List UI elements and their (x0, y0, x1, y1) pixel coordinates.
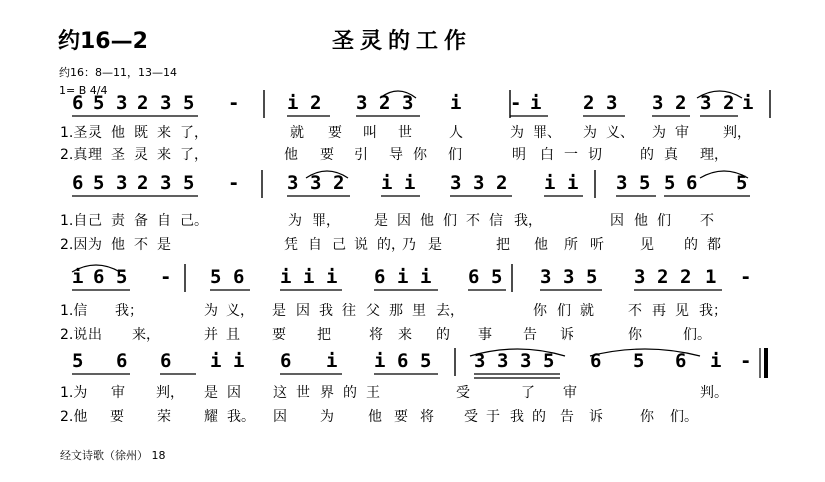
lyric-verse-1: 不 (628, 303, 642, 319)
note: - (228, 92, 240, 114)
note: 5 (93, 172, 105, 194)
slur (590, 349, 700, 356)
lyric-verse-1: 父 (366, 303, 380, 319)
note: i (544, 172, 556, 194)
lyric-verse-2: 把 (317, 327, 331, 343)
lyric-verse-2: 我 (510, 409, 524, 425)
lyric-verse-2: 要 (320, 147, 334, 163)
note: 6 (116, 350, 128, 372)
final-barline (764, 348, 768, 378)
note: 3 (402, 92, 414, 114)
lyric-verse-1: 世 (398, 125, 412, 141)
lyric-verse-2: 荣 (157, 409, 171, 425)
lyric-verse-2: 事 (478, 327, 492, 343)
lyric-verse-2: 引 (354, 147, 368, 163)
lyric-verse-2: 告 (523, 327, 537, 343)
lyric-verse-1: 这 (273, 385, 287, 401)
note: - (160, 266, 172, 288)
lyric-verse-2: 来 (398, 327, 412, 343)
lyric-verse-1: 为 (652, 125, 666, 141)
note: i (397, 266, 409, 288)
lyric-verse-2: 诉 (589, 409, 603, 425)
lyric-verse-1: 为 (288, 213, 302, 229)
lyric-verse-2: 自 (308, 237, 322, 253)
lyric-verse-2: 诉 (560, 327, 574, 343)
lyric-verse-1: 就 (290, 125, 304, 141)
lyric-verse-2: 的 (532, 409, 546, 425)
note: 2 (657, 266, 669, 288)
lyric-verse-1: 因 (397, 213, 411, 229)
lyric-verse-2: 不 (134, 237, 148, 253)
lyric-verse-2: 他 (368, 409, 382, 425)
note: 3 (116, 172, 128, 194)
lyric-verse-2: 的 (684, 237, 698, 253)
note: 6 (397, 350, 409, 372)
note: 3 (160, 92, 172, 114)
lyric-verse-1: 罪、 (533, 125, 561, 141)
lyric-verse-2: 的， (377, 237, 405, 253)
note: 3 (700, 92, 712, 114)
lyric-verse-1: 要 (328, 125, 342, 141)
lyric-verse-2: 你 (628, 327, 642, 343)
lyric-verse-1: 1.圣 (60, 125, 88, 141)
lyric-verse-1: 里 (412, 303, 426, 319)
lyric-verse-2: 都 (707, 237, 721, 253)
note: 5 (543, 350, 555, 372)
lyric-verse-1: 是 (204, 385, 218, 401)
lyric-verse-2: 2.说 (60, 327, 88, 343)
lyric-verse-1: 己 (88, 213, 102, 229)
note: 2 (496, 172, 508, 194)
lyric-verse-1: 义、 (606, 125, 634, 141)
note: 2 (137, 172, 149, 194)
note: 6 (160, 350, 172, 372)
lyric-verse-2: 理， (700, 147, 728, 163)
note: - (740, 266, 752, 288)
note: i (530, 92, 542, 114)
lyric-verse-1: 审 (563, 385, 577, 401)
note: i (72, 266, 84, 288)
note: i (210, 350, 222, 372)
lyric-verse-1: 他 (111, 125, 125, 141)
lyric-verse-1: 为 (510, 125, 524, 141)
page-footer: 经文诗歌（徐州） 18 (60, 449, 166, 462)
note: i (233, 350, 245, 372)
note: i (374, 350, 386, 372)
lyric-verse-2: 耀 (204, 409, 218, 425)
lyric-verse-1: 不 (700, 213, 714, 229)
note: 5 (639, 172, 651, 194)
note: 6 (590, 350, 602, 372)
lyric-verse-1: 判。 (700, 385, 728, 401)
lyric-verse-1: 见 (675, 303, 689, 319)
lyric-verse-2: 明 (512, 147, 526, 163)
note: i (450, 92, 462, 114)
lyric-verse-1: 了， (180, 125, 208, 141)
note: 3 (356, 92, 368, 114)
lyric-verse-2: 出 (88, 327, 102, 343)
lyric-verse-1: 既 (134, 125, 148, 141)
lyric-verse-1: 受 (456, 385, 470, 401)
lyric-verse-1: 们 (443, 213, 457, 229)
note: 3 (450, 172, 462, 194)
page-title: 圣灵的工作 (332, 29, 473, 54)
note: i (303, 266, 315, 288)
lyric-verse-2: 的 (436, 327, 450, 343)
lyric-verse-2: 真 (664, 147, 678, 163)
lyric-verse-1: 了 (521, 385, 535, 401)
note: - (740, 350, 752, 372)
note: i (280, 266, 292, 288)
note: 3 (473, 172, 485, 194)
note: 2 (723, 92, 735, 114)
lyric-verse-1: 界 (320, 385, 334, 401)
lyric-verse-2: 说 (354, 237, 368, 253)
lyric-verse-1: 们 (557, 303, 571, 319)
hymn-number: 约16—2 (58, 29, 148, 54)
lyric-verse-1: 自 (157, 213, 171, 229)
note: 3 (652, 92, 664, 114)
lyric-verse-1: 因 (610, 213, 624, 229)
lyric-verse-1: 因 (227, 385, 241, 401)
slur (306, 171, 348, 178)
lyric-verse-2: 灵 (134, 147, 148, 163)
lyric-verse-1: 们 (657, 213, 671, 229)
note: 6 (72, 92, 84, 114)
lyric-verse-2: 是 (157, 237, 171, 253)
note: 6 (233, 266, 245, 288)
note: 5 (491, 266, 503, 288)
note: 2 (583, 92, 595, 114)
note: 5 (420, 350, 432, 372)
lyric-verse-1: 灵 (88, 125, 102, 141)
lyric-verse-1: 备 (134, 213, 148, 229)
lyric-verse-1: 判， (156, 385, 184, 401)
lyric-verse-1: 那 (389, 303, 403, 319)
lyric-verse-2: 们。 (683, 327, 711, 343)
lyric-verse-2: 因 (273, 409, 287, 425)
lyric-verse-1: 他 (420, 213, 434, 229)
note: 6 (280, 350, 292, 372)
note: i (567, 172, 579, 194)
note: i (420, 266, 432, 288)
slur (700, 171, 748, 178)
note: 5 (736, 172, 748, 194)
note: 5 (116, 266, 128, 288)
scripture-reference: 约16：8—11，13—14 (59, 66, 177, 79)
lyric-verse-1: 往 (342, 303, 356, 319)
lyric-verse-2: 来 (157, 147, 171, 163)
note: 5 (633, 350, 645, 372)
lyric-verse-2: 为 (320, 409, 334, 425)
lyric-verse-1: 你 (533, 303, 547, 319)
lyric-verse-2: 并 (204, 327, 218, 343)
note: 6 (686, 172, 698, 194)
lyric-verse-2: 于 (486, 409, 500, 425)
lyric-verse-2: 白 (540, 147, 554, 163)
lyric-verse-1: 我， (514, 213, 542, 229)
lyric-verse-1: 王 (366, 385, 380, 401)
lyric-verse-1: 再 (652, 303, 666, 319)
note: i (710, 350, 722, 372)
note: 2 (379, 92, 391, 114)
lyric-verse-1: 信 (489, 213, 503, 229)
lyric-verse-1: 判， (723, 125, 751, 141)
lyric-verse-2: 把 (496, 237, 510, 253)
note: 3 (606, 92, 618, 114)
note: 3 (616, 172, 628, 194)
lyric-verse-1: 是 (272, 303, 286, 319)
note: 1 (705, 266, 717, 288)
lyric-verse-1: 人 (449, 125, 463, 141)
lyric-verse-2: 见 (640, 237, 654, 253)
lyric-verse-2: 要 (272, 327, 286, 343)
lyric-verse-1: 1.自 (60, 213, 88, 229)
note: i (326, 266, 338, 288)
lyric-verse-2: 的 (640, 147, 654, 163)
note: 5 (72, 350, 84, 372)
lyric-verse-2: 己 (332, 237, 346, 253)
key-signature: 1= B 4/4 (59, 84, 108, 97)
lyric-verse-2: 我。 (227, 409, 255, 425)
lyric-verse-1: 我； (115, 303, 143, 319)
note: 6 (72, 172, 84, 194)
lyric-verse-2: 乃 (402, 237, 416, 253)
lyric-verse-2: 将 (369, 327, 383, 343)
lyric-verse-2: 2.他 (60, 409, 88, 425)
lyric-verse-1: 审 (675, 125, 689, 141)
lyric-verse-1: 1.信 (60, 303, 88, 319)
note: 6 (675, 350, 687, 372)
lyric-verse-1: 叫 (363, 125, 377, 141)
lyric-verse-1: 我； (699, 303, 727, 319)
note: 2 (675, 92, 687, 114)
lyric-verse-2: 导 (389, 147, 403, 163)
lyric-verse-2: 来， (132, 327, 160, 343)
lyric-verse-2: 他 (284, 147, 298, 163)
slur (380, 91, 416, 98)
lyric-verse-2: 所 (564, 237, 578, 253)
lyric-verse-1: 世 (296, 385, 310, 401)
note: 2 (310, 92, 322, 114)
note: 6 (93, 266, 105, 288)
note: 2 (137, 92, 149, 114)
note: 3 (520, 350, 532, 372)
note: 3 (116, 92, 128, 114)
note: i (326, 350, 338, 372)
lyric-verse-1: 责 (111, 213, 125, 229)
lyric-verse-1: 我 (319, 303, 333, 319)
lyric-verse-1: 他 (634, 213, 648, 229)
note: 5 (664, 172, 676, 194)
lyric-verse-1: 来 (157, 125, 171, 141)
note: i (404, 172, 416, 194)
lyric-verse-1: 己。 (180, 213, 208, 229)
note: 3 (310, 172, 322, 194)
note: 3 (160, 172, 172, 194)
lyric-verse-2: 要 (394, 409, 408, 425)
lyric-verse-2: 将 (420, 409, 434, 425)
note: 5 (586, 266, 598, 288)
note: 5 (210, 266, 222, 288)
note: 3 (474, 350, 486, 372)
lyric-verse-1: 的 (343, 385, 357, 401)
lyric-verse-2: 是 (428, 237, 442, 253)
lyric-verse-1: 就 (580, 303, 594, 319)
note: 2 (680, 266, 692, 288)
slur (697, 91, 742, 98)
note: 6 (374, 266, 386, 288)
lyric-verse-2: 受 (464, 409, 478, 425)
lyric-verse-2: 为 (88, 237, 102, 253)
lyric-verse-1: 为 (583, 125, 597, 141)
note: 3 (634, 266, 646, 288)
note: 5 (93, 92, 105, 114)
lyric-verse-1: 义， (226, 303, 254, 319)
lyric-verse-1: 为 (204, 303, 218, 319)
lyric-verse-2: 2.真 (60, 147, 88, 163)
lyric-verse-1: 罪， (312, 213, 340, 229)
lyric-verse-1: 审 (111, 385, 125, 401)
note: i (742, 92, 754, 114)
lyric-verse-2: 们。 (670, 409, 698, 425)
lyric-verse-1: 不 (466, 213, 480, 229)
lyric-verse-2: 凭 (284, 237, 298, 253)
lyric-verse-2: 他 (111, 237, 125, 253)
note: i (381, 172, 393, 194)
lyric-verse-2: 你 (640, 409, 654, 425)
lyric-verse-2: 一 (564, 147, 578, 163)
note: 5 (183, 92, 195, 114)
lyric-verse-1: 1.为 (60, 385, 88, 401)
note: - (510, 92, 522, 114)
lyric-verse-2: 告 (560, 409, 574, 425)
lyric-verse-2: 2.因 (60, 237, 88, 253)
lyric-verse-2: 听 (590, 237, 604, 253)
lyric-verse-1: 去， (436, 303, 464, 319)
note: 5 (183, 172, 195, 194)
lyric-verse-2: 圣 (111, 147, 125, 163)
note: i (287, 92, 299, 114)
lyric-verse-2: 要 (110, 409, 124, 425)
note: 3 (540, 266, 552, 288)
lyric-verse-2: 了， (180, 147, 208, 163)
note: - (228, 172, 240, 194)
slur (72, 265, 120, 272)
note: 3 (497, 350, 509, 372)
lyric-verse-2: 你 (413, 147, 427, 163)
lyric-verse-2: 切 (588, 147, 602, 163)
note: 3 (563, 266, 575, 288)
note: 6 (468, 266, 480, 288)
lyric-verse-2: 们 (448, 147, 462, 163)
lyric-verse-1: 因 (296, 303, 310, 319)
lyric-verse-2: 他 (534, 237, 548, 253)
slur (470, 349, 565, 356)
note: 2 (333, 172, 345, 194)
note: 3 (287, 172, 299, 194)
lyric-verse-1: 是 (374, 213, 388, 229)
lyric-verse-2: 理 (88, 147, 102, 163)
lyric-verse-2: 且 (226, 327, 240, 343)
